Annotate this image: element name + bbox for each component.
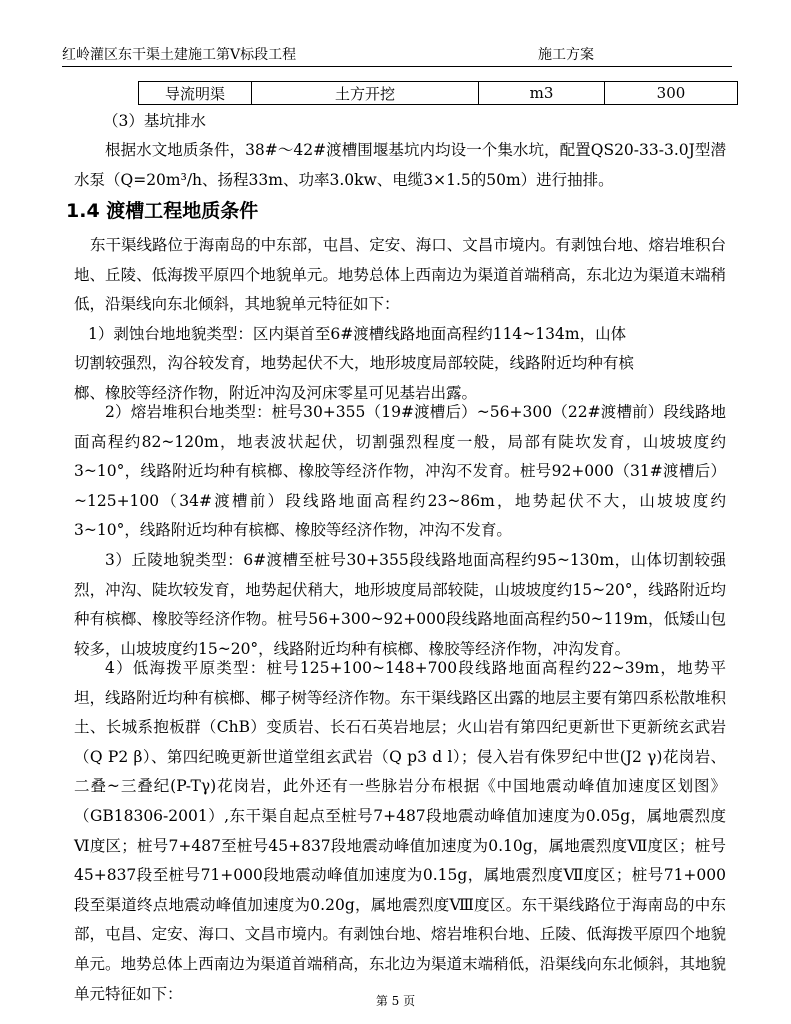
table-cell-unit: m3 <box>479 82 605 105</box>
quantity-table <box>138 81 738 105</box>
header-project-title: 红岭灌区东干渠土建施工第Ⅴ标段工程 <box>62 47 297 63</box>
section-title: 1.4 渡槽工程地质条件 <box>66 200 259 222</box>
item2-paragraph: 2）熔岩堆积台地类型：桩号30+355（19#渡槽后）~56+300（22#渡槽前）段线路地面高程约82~120m，地表波状起伏，切割强烈程度一般，局部有陡坎发育，山坡坡度约3~10°，线路附近均种有槟榔、橡胶等经济作物，冲沟不发育。桩号92+000（31#渡槽后）~125+100（34#渡槽前）段线路地面高程约23~86m，地势起伏不大，山坡坡度约3~10°，线路附近均种有槟榔、橡胶等经济作物，冲沟不发育。 <box>74 403 726 540</box>
item1-first-line: 1）剥蚀台地地貌类型：区内渠首至6#渡槽线路地面高程约114~134m，山体 <box>88 325 627 343</box>
table-row <box>139 82 738 105</box>
table-cell-work: 土方开挖 <box>252 82 479 105</box>
page-header <box>62 44 732 66</box>
item4-paragraph: 4）低海拨平原类型：桩号125+100~148+700段线路地面高程约22~39m，地势平坦，线路附近均种有槟榔、椰子树等经济作物。东干渠线路区出露的地层主要有第四系松散堆积土、长城系抱板群（ChB）变质岩、长石石英岩地层；火山岩有第四纪更新世下更新统玄武岩（Q P2 β）、第四纪晚更新世道堂组玄武岩（Q p3 d l）；侵入岩有侏罗纪中世(J2 γ)花岗岩、二叠~三叠纪(P-Tγ)花岗岩，此外还有一些脉岩分布根据《中国地震动峰值加速度区划图》（GB18306-2001）,东干渠自起点至桩号7+487段地震动峰值加速度为0.05g，属地震烈度Ⅵ度区；桩号7+487至桩号45+837段地震动峰值加速度为0.10g，属地震烈度Ⅶ度区；桩号45+837段至桩号71+000段地震动峰值加速度为0.15g，属地震烈度Ⅶ度区；桩号71+000段至渠道终点地震动峰值加速度为0.20g，属地震烈度Ⅷ度区。东干渠线路位于海南岛的中东部，屯昌、定安、海口、文昌市境内。有剥蚀台地、熔岩堆积台地、丘陵、低海拨平原四个地貌单元。地势总体上西南边为渠道首端稍高，东北边为渠道末端稍低，沿渠线向东北倾斜，其地貌单元特征如下： <box>74 659 726 1003</box>
header-divider <box>62 66 732 67</box>
item3-paragraph: 3）丘陵地貌类型：6#渡槽至桩号30+355段线路地面高程约95~130m，山体切割较强烈，冲沟、陡坎较发育，地势起伏稍大，地形坡度局部较陡，山坡坡度约15~20°，线路附近均种有槟榔、橡胶等经济作物。桩号56+300~92+000段线路地面高程约50~119m，低矮山包较多，山坡坡度约15~20°，线路附近均种有槟榔、橡胶等经济作物，冲沟发育。 <box>74 551 726 658</box>
header-doc-type: 施工方案 <box>538 47 594 63</box>
page-number: 第 5 页 <box>375 994 416 1008</box>
table-cell-item: 导流明渠 <box>139 82 252 105</box>
item1-paragraph: 切割较强烈，沟谷较发育，地势起伏不大，地形坡度局部较陡，线路附近均种有槟榔、橡胶等经济作物，附近冲沟及河床零星可见基岩出露。 <box>74 354 634 402</box>
drainage-paragraph: 根据水文地质条件，38#～42#渡槽围堰基坑内均设一个集水坑，配置QS20-33-3.0J型潜水泵（Q=20m³/h、扬程33m、功率3.0kw、电缆3×1.5的50m）进行抽排。 <box>74 141 726 189</box>
table-cell-quantity: 300 <box>605 82 738 105</box>
intro-paragraph: 东干渠线路位于海南岛的中东部，屯昌、定安、海口、文昌市境内。有剥蚀台地、熔岩堆积台地、丘陵、低海拨平原四个地貌单元。地势总体上西南边为渠道首端稍高，东北边为渠道末端稍低，沿渠线向东北倾斜，其地貌单元特征如下： <box>74 236 726 314</box>
drainage-heading: （3）基坑排水 <box>103 112 206 130</box>
